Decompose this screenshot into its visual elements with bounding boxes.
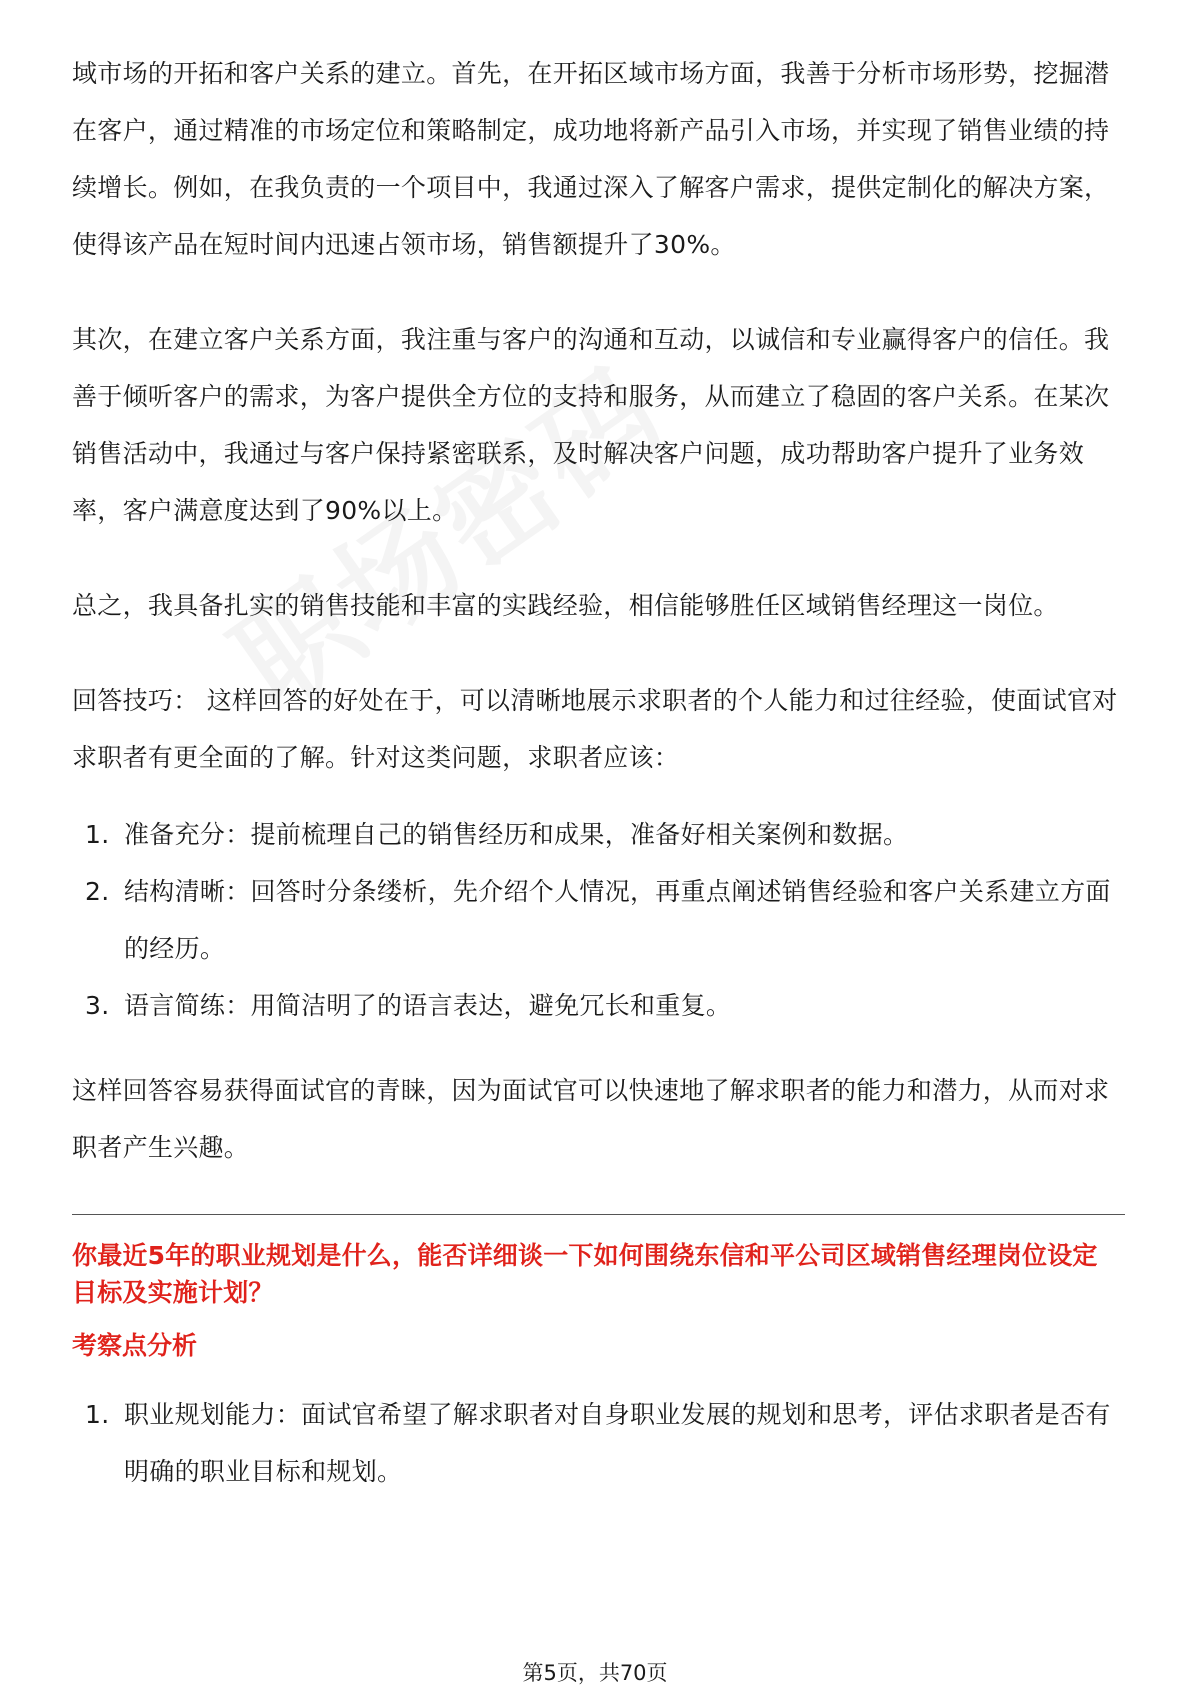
list-number: 2. xyxy=(85,877,110,906)
paragraph-answer-tips: 回答技巧： 这样回答的好处在于，可以清晰地展示求职者的个人能力和过往经验，使面试官对求职者有更全面的了解。针对这类问题，求职者应该： xyxy=(72,686,1118,772)
list-item-text: 语言简练：用简洁明了的语言表达，避免冗长和重复。 xyxy=(124,991,732,1020)
list-item-text: 职业规划能力：面试官希望了解求职者对自身职业发展的规划和思考，评估求职者是否有明确的职业目标和规划。 xyxy=(124,1400,1111,1486)
list-item xyxy=(72,977,1118,1034)
list-item-text: 结构清晰：回答时分条缕析，先介绍个人情况，再重点阐述销售经验和客户关系建立方面的经历。 xyxy=(124,877,1111,963)
list-number: 1. xyxy=(85,1400,110,1429)
paragraph-customer-relations: 其次，在建立客户关系方面，我注重与客户的沟通和互动，以诚信和专业赢得客户的信任。我善于倾听客户的需求，为客户提供全方位的支持和服务，从而建立了稳固的客户关系。在某次销售活动中，我通过与客户保持紧密联系，及时解决客户问题，成功帮助客户提升了业务效率，客户满意度达到了90%以上。 xyxy=(72,325,1110,525)
interview-question: 你最近5年的职业规划是什么，能否详细谈一下如何围绕东信和平公司区域销售经理岗位设定目标及实施计划？ xyxy=(72,1241,1098,1307)
list-item xyxy=(72,863,1118,977)
list-item xyxy=(72,806,1118,863)
paragraph-closing: 这样回答容易获得面试官的青睐，因为面试官可以快速地了解求职者的能力和潜力，从而对求职者产生兴趣。 xyxy=(72,1076,1110,1162)
paragraph-market-expansion: 域市场的开拓和客户关系的建立。首先，在开拓区域市场方面，我善于分析市场形势，挖掘潜在客户，通过精准的市场定位和策略制定，成功地将新产品引入市场，并实现了销售业绩的持续增长。例如，在我负责的一个项目中，我通过深入了解客户需求，提供定制化的解决方案，使得该产品在短时间内迅速占领市场，销售额提升了30%。 xyxy=(72,59,1110,259)
tips-list xyxy=(72,806,1118,1034)
list-number: 3. xyxy=(85,991,110,1020)
list-item-text: 准备充分：提前梳理自己的销售经历和成果，准备好相关案例和数据。 xyxy=(124,820,909,849)
analysis-heading: 考察点分析 xyxy=(72,1331,198,1360)
list-number: 1. xyxy=(85,820,110,849)
page-footer: 第5页，共70页 xyxy=(522,1661,668,1685)
analysis-list xyxy=(72,1386,1118,1500)
paragraph-summary: 总之，我具备扎实的销售技能和丰富的实践经验，相信能够胜任区域销售经理这一岗位。 xyxy=(72,591,1059,620)
list-item xyxy=(72,1386,1118,1500)
document-page xyxy=(72,45,1118,1500)
